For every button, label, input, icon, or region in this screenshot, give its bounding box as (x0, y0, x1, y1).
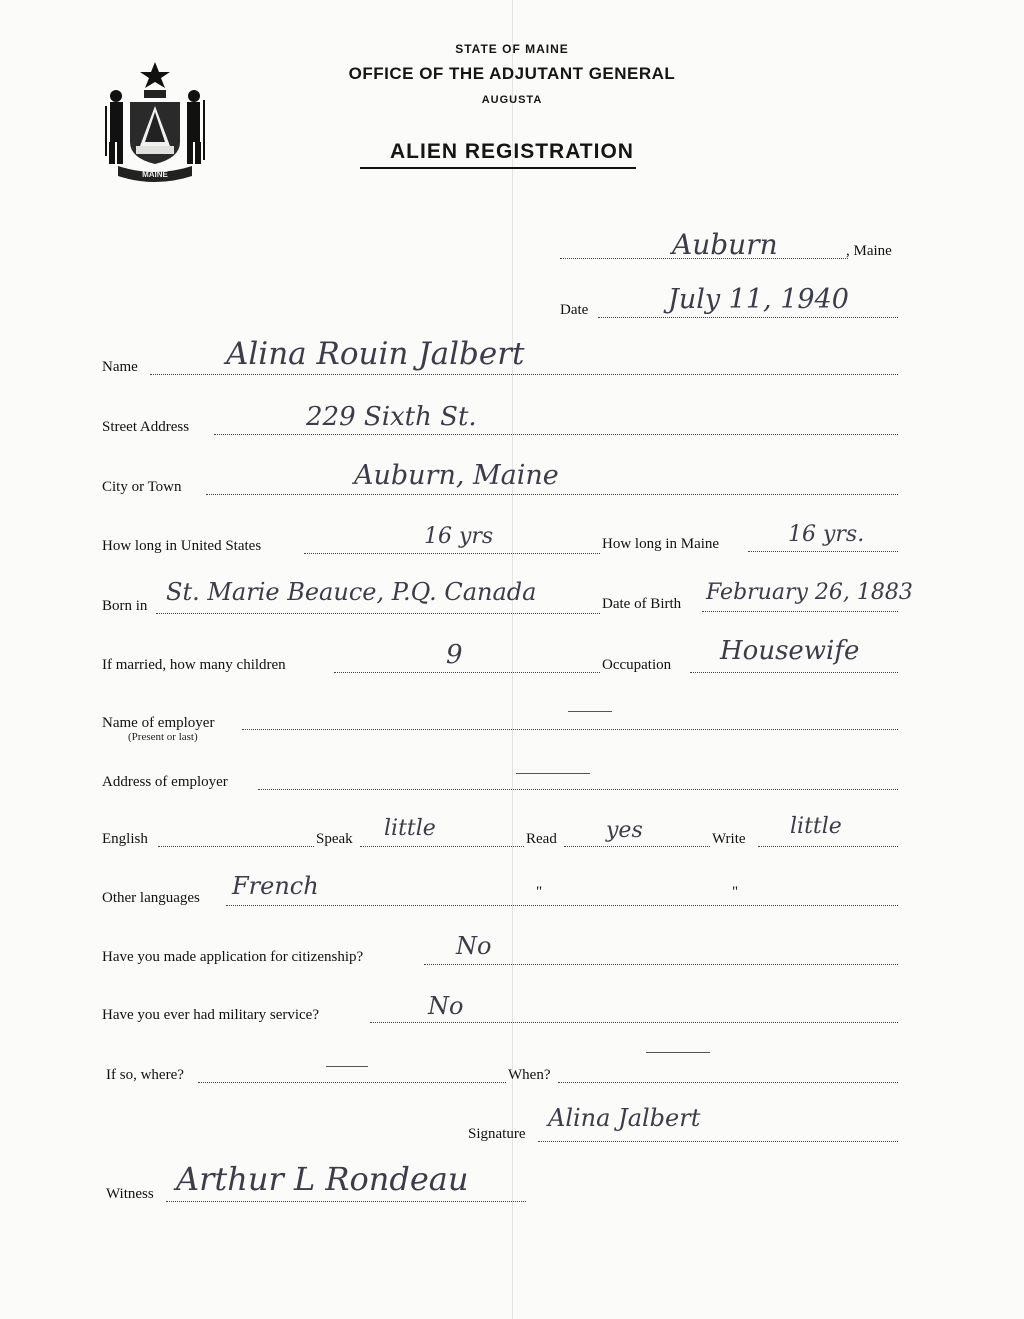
english-label: English (102, 831, 148, 847)
signature-value: Alina Jalbert (548, 1104, 701, 1132)
maine-duration-line (748, 551, 898, 552)
when-label: When? (508, 1067, 551, 1083)
military-value: No (428, 992, 464, 1020)
witness-label: Witness (106, 1186, 154, 1202)
where-dash (326, 1066, 368, 1067)
name-label: Name (102, 359, 138, 375)
name-value: Alina Rouin Jalbert (226, 336, 525, 372)
write-value: little (790, 814, 842, 839)
children-line (334, 672, 600, 673)
date-label: Date (560, 302, 589, 318)
speak-label: Speak (316, 831, 353, 847)
children-label: If married, how many children (102, 657, 286, 673)
dob-label: Date of Birth (602, 596, 682, 612)
write-line (758, 846, 898, 847)
citizenship-label: Have you made application for citizenship? (102, 949, 364, 965)
date-value: July 11, 1940 (668, 284, 849, 315)
employer-label: Name of employer (102, 715, 215, 731)
fold-line (512, 0, 513, 1319)
town-value: Auburn (672, 228, 778, 261)
date-line (598, 317, 898, 318)
employer-address-dash (516, 773, 590, 774)
us-duration-label: How long in United States (102, 538, 262, 554)
maine-duration-label: How long in Maine (602, 536, 720, 552)
witness-value: Arthur L Rondeau (176, 1160, 469, 1198)
street-value: 229 Sixth St. (306, 402, 477, 432)
street-label: Street Address (102, 419, 190, 435)
maine-label: , Maine (846, 243, 892, 259)
citizenship-line (424, 964, 898, 965)
city-line (206, 494, 898, 495)
other-languages-value: French (232, 872, 319, 900)
employer-dash (568, 711, 612, 712)
us-duration-value: 16 yrs (424, 524, 494, 549)
english-line (158, 846, 314, 847)
speak-line (360, 846, 524, 847)
signature-line (538, 1141, 898, 1142)
witness-line (166, 1201, 526, 1202)
military-label: Have you ever had military service? (102, 1007, 319, 1023)
military-line (370, 1022, 898, 1023)
where-label: If so, where? (106, 1067, 184, 1083)
employer-line (242, 729, 898, 730)
us-duration-line (304, 553, 600, 554)
form-title: ALIEN REGISTRATION (390, 140, 634, 163)
employer-sublabel: (Present or last) (128, 731, 198, 743)
signature-label: Signature (468, 1126, 526, 1142)
where-line (198, 1082, 506, 1083)
citizenship-value: No (456, 932, 492, 960)
occupation-label: Occupation (602, 657, 672, 673)
children-value: 9 (446, 640, 463, 670)
occupation-value: Housewife (720, 636, 860, 666)
birthplace-line (156, 613, 600, 614)
other-languages-label: Other languages (102, 890, 200, 906)
title-underline (360, 167, 636, 169)
employer-address-line (258, 789, 898, 790)
name-line (150, 374, 898, 375)
read-label: Read (526, 831, 557, 847)
when-line (558, 1082, 898, 1083)
ditto-mark-1: " (536, 884, 543, 900)
employer-address-label: Address of employer (102, 774, 228, 790)
birthplace-label: Born in (102, 598, 148, 614)
write-label: Write (712, 831, 746, 847)
ditto-mark-2: " (732, 884, 739, 900)
read-line (564, 846, 710, 847)
when-dash (646, 1052, 710, 1053)
header-state: STATE OF MAINE (455, 42, 569, 56)
other-languages-line (226, 905, 898, 906)
maine-duration-value: 16 yrs. (788, 522, 865, 547)
birthplace-value: St. Marie Beauce, P.Q. Canada (166, 578, 537, 606)
city-label: City or Town (102, 479, 182, 495)
dob-line (702, 611, 898, 612)
dob-value: February 26, 1883 (706, 580, 913, 605)
occupation-line (690, 672, 898, 673)
header-city: AUGUSTA (481, 94, 543, 106)
header-office: OFFICE OF THE ADJUTANT GENERAL (348, 64, 676, 83)
read-value: yes (606, 818, 643, 843)
svg-text:MAINE: MAINE (142, 170, 168, 179)
city-value: Auburn, Maine (354, 460, 559, 491)
street-line (214, 434, 898, 435)
speak-value: little (384, 816, 436, 841)
